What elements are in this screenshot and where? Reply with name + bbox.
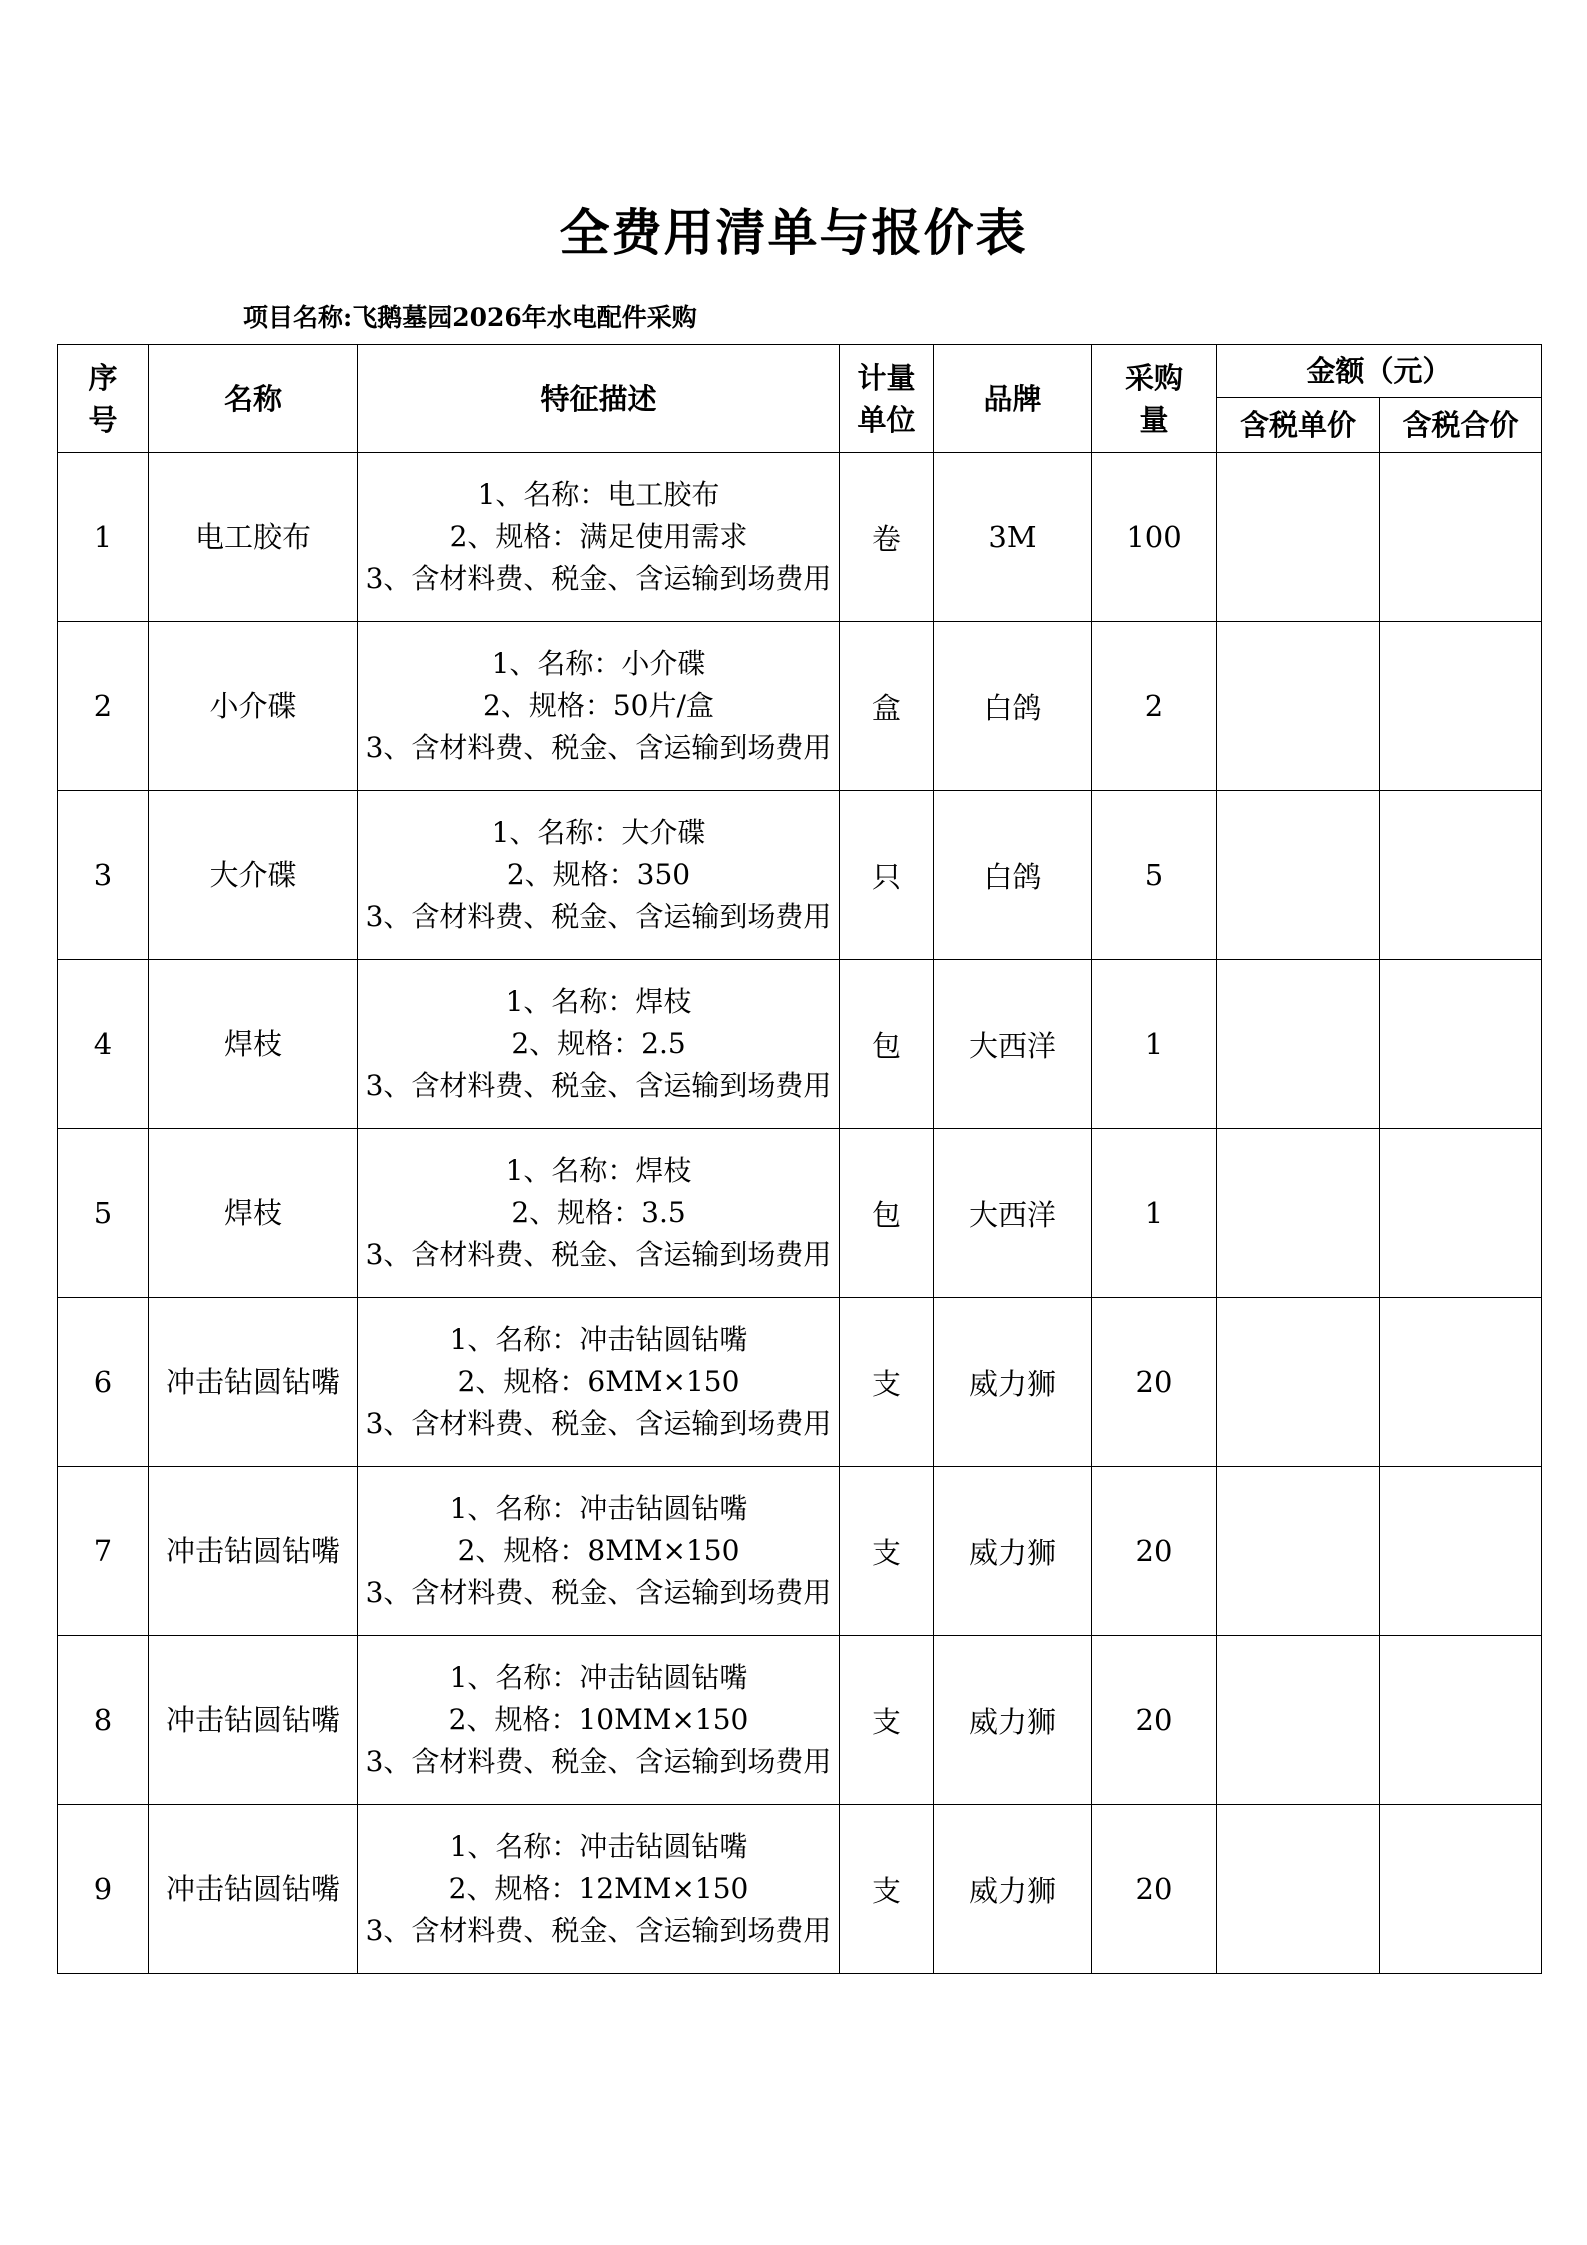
row-desc — [358, 791, 840, 960]
row-unit-price[interactable] — [1217, 622, 1380, 791]
desc-line-cost: 3、含材料费、税金、含运输到场费用 — [365, 1914, 832, 1947]
row-unit: 包 — [840, 1129, 934, 1298]
row-unit: 卷 — [840, 453, 934, 622]
page-title: 全费用清单与报价表 — [559, 203, 1028, 262]
row-qty: 1 — [1092, 960, 1217, 1129]
row-index: 5 — [58, 1129, 149, 1298]
desc-line-name: 1、名称：冲击钻圆钻嘴 — [449, 1492, 748, 1525]
project-name: 项目名称:飞鹅墓园2026年水电配件采购 — [243, 303, 697, 332]
header-brand: 品牌 — [934, 345, 1092, 453]
row-name: 小介碟 — [149, 622, 358, 791]
desc-line-name: 1、名称：小介碟 — [491, 647, 706, 680]
row-name: 大介碟 — [149, 791, 358, 960]
row-name: 冲击钻圆钻嘴 — [149, 1805, 358, 1974]
row-qty: 2 — [1092, 622, 1217, 791]
row-total-price[interactable] — [1380, 1805, 1542, 1974]
row-index: 8 — [58, 1636, 149, 1805]
row-qty: 20 — [1092, 1467, 1217, 1636]
header-name: 名称 — [149, 345, 358, 453]
table-row — [58, 791, 1542, 960]
row-unit-price[interactable] — [1217, 1298, 1380, 1467]
row-index: 6 — [58, 1298, 149, 1467]
row-name: 焊枝 — [149, 1129, 358, 1298]
header-qty: 采购量 — [1092, 345, 1217, 453]
desc-line-cost: 3、含材料费、税金、含运输到场费用 — [365, 1745, 832, 1778]
table-row — [58, 622, 1542, 791]
row-unit: 只 — [840, 791, 934, 960]
row-brand: 威力狮 — [934, 1805, 1092, 1974]
row-brand: 大西洋 — [934, 960, 1092, 1129]
row-name: 电工胶布 — [149, 453, 358, 622]
row-index: 7 — [58, 1467, 149, 1636]
row-desc — [358, 1805, 840, 1974]
header-total-price: 含税合价 — [1380, 398, 1542, 453]
row-name: 冲击钻圆钻嘴 — [149, 1636, 358, 1805]
desc-line-name: 1、名称：大介碟 — [491, 816, 706, 849]
row-qty: 20 — [1092, 1298, 1217, 1467]
row-unit: 支 — [840, 1298, 934, 1467]
desc-line-name: 1、名称：冲击钻圆钻嘴 — [449, 1661, 748, 1694]
quote-table — [57, 344, 1542, 1974]
desc-line-name: 1、名称：焊枝 — [505, 1154, 692, 1187]
row-unit-price[interactable] — [1217, 1467, 1380, 1636]
row-qty: 100 — [1092, 453, 1217, 622]
row-qty: 20 — [1092, 1805, 1217, 1974]
row-qty: 1 — [1092, 1129, 1217, 1298]
row-total-price[interactable] — [1380, 791, 1542, 960]
row-brand: 大西洋 — [934, 1129, 1092, 1298]
row-name: 冲击钻圆钻嘴 — [149, 1298, 358, 1467]
row-desc — [358, 622, 840, 791]
table-row — [58, 1636, 1542, 1805]
row-unit-price[interactable] — [1217, 791, 1380, 960]
row-total-price[interactable] — [1380, 1129, 1542, 1298]
row-unit-price[interactable] — [1217, 1129, 1380, 1298]
desc-line-spec: 2、规格：50片/盒 — [483, 689, 714, 722]
desc-line-cost: 3、含材料费、税金、含运输到场费用 — [365, 1576, 832, 1609]
desc-line-spec: 2、规格：12MM×150 — [448, 1872, 749, 1905]
row-desc — [358, 453, 840, 622]
table-row — [58, 1467, 1542, 1636]
desc-line-cost: 3、含材料费、税金、含运输到场费用 — [365, 1407, 832, 1440]
row-total-price[interactable] — [1380, 453, 1542, 622]
header-index: 序号 — [58, 345, 149, 453]
row-index: 2 — [58, 622, 149, 791]
row-total-price[interactable] — [1380, 1636, 1542, 1805]
desc-line-cost: 3、含材料费、税金、含运输到场费用 — [365, 1238, 832, 1271]
row-unit-price[interactable] — [1217, 1805, 1380, 1974]
row-index: 1 — [58, 453, 149, 622]
row-unit: 支 — [840, 1636, 934, 1805]
row-desc — [358, 1298, 840, 1467]
table-row — [58, 1805, 1542, 1974]
header-amount-group: 金额（元） — [1217, 345, 1542, 398]
desc-line-name: 1、名称：焊枝 — [505, 985, 692, 1018]
desc-line-cost: 3、含材料费、税金、含运输到场费用 — [365, 900, 832, 933]
row-desc — [358, 1636, 840, 1805]
row-brand: 威力狮 — [934, 1636, 1092, 1805]
row-brand: 威力狮 — [934, 1298, 1092, 1467]
row-brand: 3M — [934, 453, 1092, 622]
row-total-price[interactable] — [1380, 1467, 1542, 1636]
desc-line-spec: 2、规格：2.5 — [511, 1027, 686, 1060]
row-total-price[interactable] — [1380, 960, 1542, 1129]
row-desc — [358, 1467, 840, 1636]
header-unit: 计量单位 — [840, 345, 934, 453]
table-row — [58, 1129, 1542, 1298]
table-row — [58, 453, 1542, 622]
header-desc: 特征描述 — [358, 345, 840, 453]
desc-line-cost: 3、含材料费、税金、含运输到场费用 — [365, 562, 832, 595]
desc-line-name: 1、名称：冲击钻圆钻嘴 — [449, 1830, 748, 1863]
row-unit: 盒 — [840, 622, 934, 791]
row-brand: 白鸽 — [934, 622, 1092, 791]
desc-line-spec: 2、规格：6MM×150 — [457, 1365, 740, 1398]
desc-line-spec: 2、规格：10MM×150 — [448, 1703, 749, 1736]
row-unit: 包 — [840, 960, 934, 1129]
row-desc — [358, 960, 840, 1129]
row-brand: 威力狮 — [934, 1467, 1092, 1636]
row-name: 焊枝 — [149, 960, 358, 1129]
desc-line-name: 1、名称：电工胶布 — [477, 478, 720, 511]
row-index: 9 — [58, 1805, 149, 1974]
desc-line-cost: 3、含材料费、税金、含运输到场费用 — [365, 731, 832, 764]
table-row — [58, 960, 1542, 1129]
row-brand: 白鸽 — [934, 791, 1092, 960]
row-unit: 支 — [840, 1805, 934, 1974]
row-unit: 支 — [840, 1467, 934, 1636]
desc-line-spec: 2、规格：满足使用需求 — [449, 520, 748, 553]
row-unit-price[interactable] — [1217, 1636, 1380, 1805]
row-qty: 5 — [1092, 791, 1217, 960]
desc-line-spec: 2、规格：3.5 — [511, 1196, 686, 1229]
row-index: 4 — [58, 960, 149, 1129]
desc-line-name: 1、名称：冲击钻圆钻嘴 — [449, 1323, 748, 1356]
row-unit-price[interactable] — [1217, 960, 1380, 1129]
desc-line-cost: 3、含材料费、税金、含运输到场费用 — [365, 1069, 832, 1102]
row-index: 3 — [58, 791, 149, 960]
row-total-price[interactable] — [1380, 1298, 1542, 1467]
desc-line-spec: 2、规格：8MM×150 — [457, 1534, 740, 1567]
header-unit-price: 含税单价 — [1217, 398, 1380, 453]
row-total-price[interactable] — [1380, 622, 1542, 791]
table-row — [58, 1298, 1542, 1467]
row-name: 冲击钻圆钻嘴 — [149, 1467, 358, 1636]
row-qty: 20 — [1092, 1636, 1217, 1805]
row-desc — [358, 1129, 840, 1298]
desc-line-spec: 2、规格：350 — [506, 858, 691, 891]
row-unit-price[interactable] — [1217, 453, 1380, 622]
